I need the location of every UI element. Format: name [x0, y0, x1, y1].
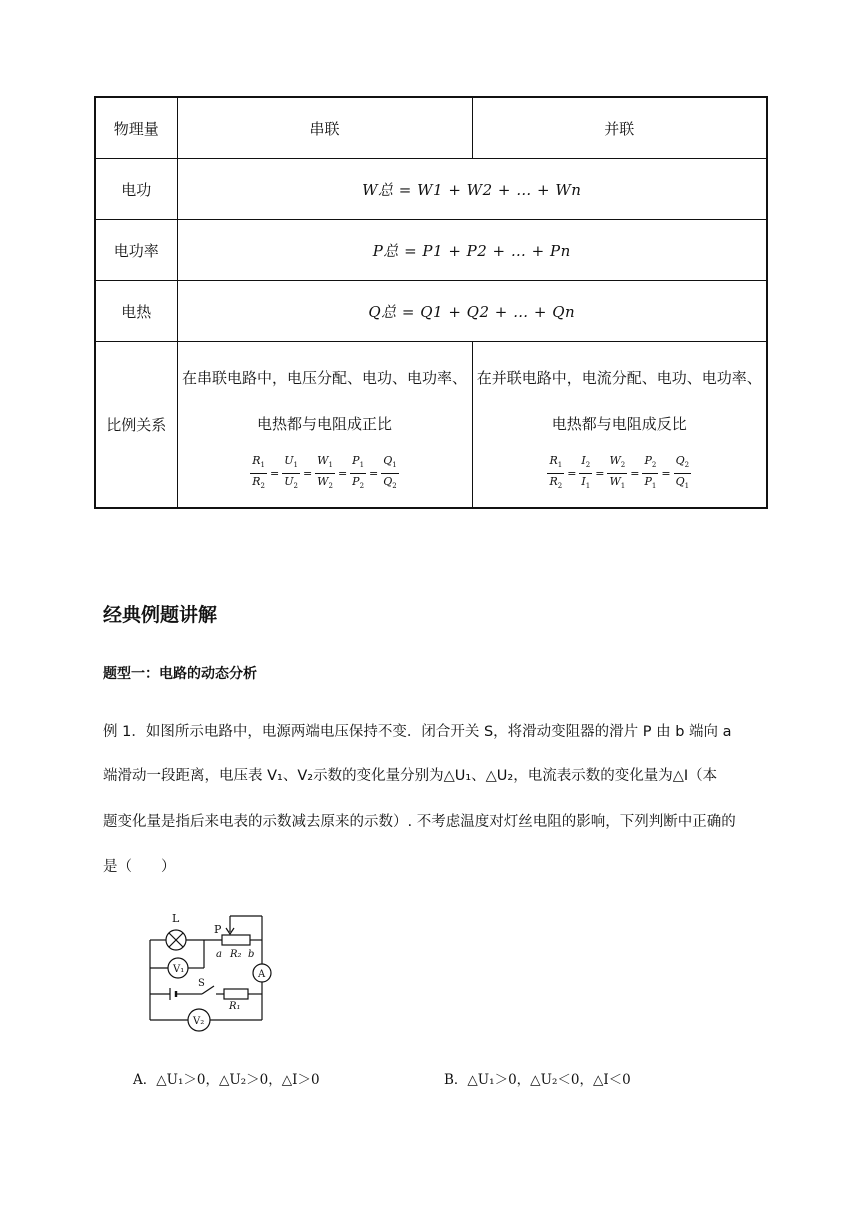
row-label-work: 电功: [95, 159, 177, 220]
row-label-power: 电功率: [95, 220, 177, 281]
series-ratio-text-1: 在串联电路中，电压分配、电功、电功率、: [181, 368, 467, 387]
parallel-ratio-text-2: 电热都与电阻成反比: [551, 414, 687, 433]
label-rheostat: R₂: [230, 949, 242, 960]
question-line-2: 端滑动一段距离，电压表 V₁、V₂示数的变化量分别为△U₁、△U₂，电流表示数的变化量为△I（本: [103, 768, 718, 784]
option-b[interactable]: B．△U₁＞0，△U₂＜0，△I＜0: [444, 1072, 631, 1088]
table-row: [95, 281, 767, 342]
header-quantity: 物理量: [95, 97, 177, 159]
formula-heat: Q总 = Q1 + Q2 + … + Qn: [177, 281, 767, 342]
label-voltmeter1: V₁: [173, 964, 185, 975]
question-line-1: 例 1．如图所示电路中，电源两端电压保持不变．闭合开关 S，将滑动变阻器的滑片 P 由 b 端向 a: [103, 724, 732, 740]
comparison-table: [94, 96, 768, 509]
parallel-ratio-formula: $\frac{R_1}{R_2}$ = $\frac{I_2}{I_1}$ = $\frac{W_2}{W_1}$ = $\frac{P_2}{P_1}$ = $\frac{Q_2}{Q_1}$: [549, 453, 690, 491]
row-label-heat: 电热: [95, 281, 177, 342]
header-series: 串联: [177, 97, 472, 159]
question-line-3: 题变化量是指后来电表的示数减去原来的示数）. 不考虑温度对灯丝电阻的影响，下列判断中正确的: [103, 814, 736, 830]
question-line-4: 是（ ）: [103, 859, 176, 875]
label-end-a: a: [216, 949, 222, 960]
label-lamp: L: [172, 912, 180, 925]
table-header-row: [95, 97, 767, 159]
table-row-ratio: [95, 342, 767, 509]
series-ratio-text-2: 电热都与电阻成正比: [256, 414, 392, 433]
parallel-ratio-cell: [472, 342, 767, 509]
header-parallel: 并联: [472, 97, 767, 159]
label-end-b: b: [248, 949, 255, 960]
label-slider: P: [214, 923, 222, 936]
lamp-icon: [166, 930, 186, 950]
section-title: 经典例题讲解: [103, 604, 218, 626]
subsection-title: 题型一：电路的动态分析: [103, 666, 257, 682]
label-switch: S: [198, 978, 205, 989]
option-a[interactable]: A．△U₁＞0，△U₂＞0，△I＞0: [133, 1072, 320, 1088]
parallel-ratio-text-1: 在并联电路中，电流分配、电功、电功率、: [476, 368, 762, 387]
table-row: [95, 220, 767, 281]
label-ammeter: A: [258, 969, 266, 980]
formula-work: W总 = W1 + W2 + … + Wn: [177, 159, 767, 220]
label-resistor: R₁: [229, 1001, 241, 1012]
circuit-diagram: [140, 908, 280, 1032]
series-ratio-cell: [177, 342, 472, 509]
table-row: [95, 159, 767, 220]
formula-power: P总 = P1 + P2 + … + Pn: [177, 220, 767, 281]
series-ratio-formula: $\frac{R_1}{R_2}$ = $\frac{U_1}{U_2}$ = $\frac{W_1}{W_2}$ = $\frac{P_1}{P_2}$ = $\frac{Q_1}{Q_2}$: [252, 453, 397, 491]
label-voltmeter2: V₂: [193, 1016, 205, 1027]
row-label-ratio: 比例关系: [95, 342, 177, 509]
